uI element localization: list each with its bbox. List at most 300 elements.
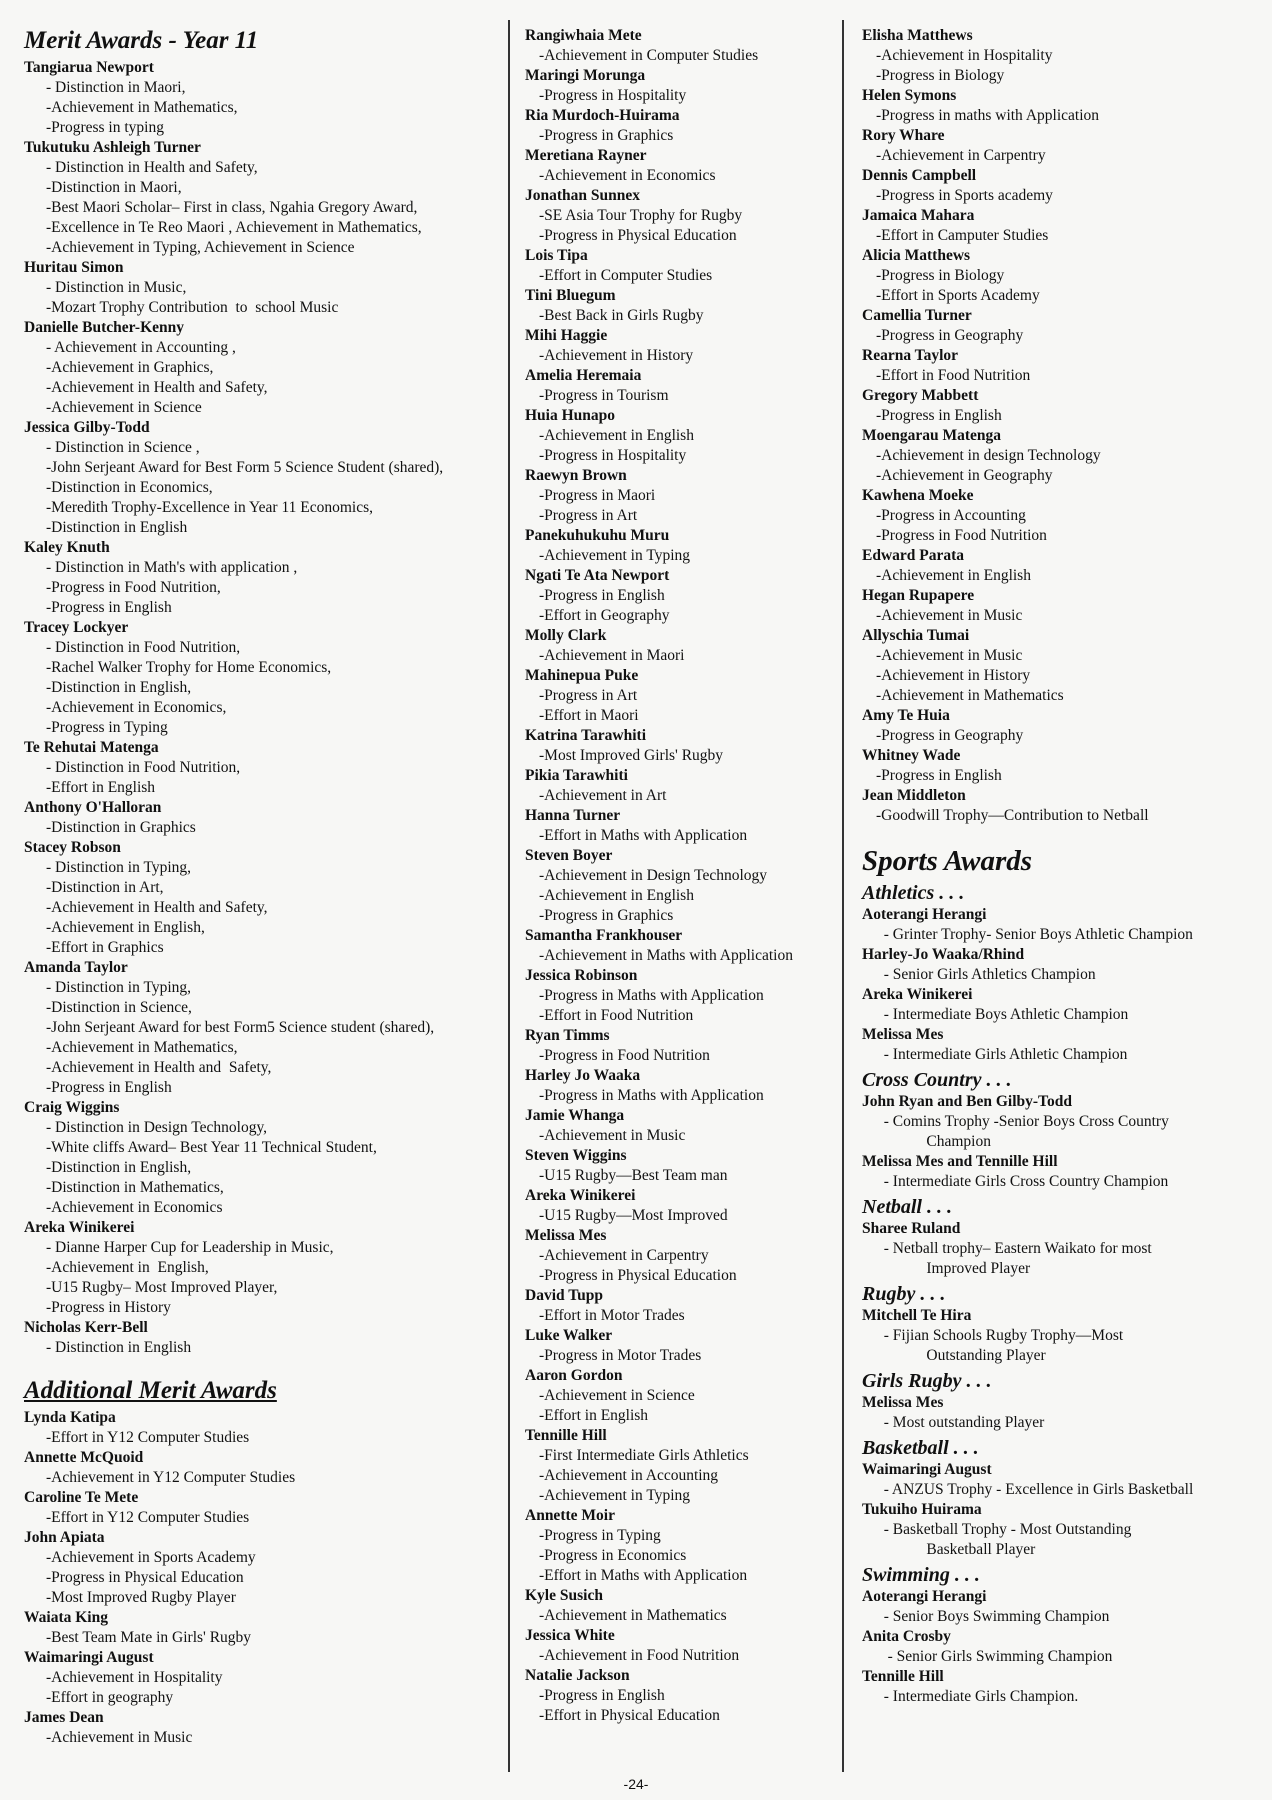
award-entry (525, 1586, 835, 1626)
recipient-name: Anita Crosby (862, 1628, 951, 1645)
award-line: - Senior Girls Athletics Champion (876, 966, 1096, 983)
award-entry (24, 1448, 502, 1488)
award-entry (862, 1500, 1262, 1560)
award-line: -Rachel Walker Trophy for Home Economics, (46, 659, 332, 676)
award-line: -Progress in Accounting (876, 507, 1026, 524)
award-line: - Achievement in Accounting , (46, 339, 236, 356)
award-entry (24, 1608, 502, 1648)
award-entry (525, 926, 835, 966)
recipient-name: Harley Jo Waaka (525, 1067, 641, 1084)
column-right (862, 26, 1262, 1707)
award-line: -Achievement in Health and Safety, (46, 379, 268, 396)
award-entry (862, 486, 1262, 546)
recipient-name: Waimaringi August (24, 1649, 154, 1666)
award-entry (24, 798, 502, 838)
award-entry (24, 58, 502, 138)
award-entry (862, 1306, 1262, 1366)
award-line: -Effort in geography (46, 1689, 174, 1706)
award-line: -Effort in Y12 Computer Studies (46, 1509, 250, 1526)
recipient-name: Waimaringi August (862, 1461, 992, 1478)
award-entry (525, 1626, 835, 1666)
award-line: -Distinction in English, (46, 1159, 192, 1176)
recipient-name: Tukuiho Huirama (862, 1501, 982, 1518)
recipient-name: Natalie Jackson (525, 1667, 630, 1684)
recipient-name: Maringi Morunga (525, 67, 646, 84)
award-line: -Achievement in History (539, 347, 694, 364)
award-entry (525, 666, 835, 726)
award-line: Outstanding Player (876, 1347, 1046, 1364)
award-line: -Achievement in Maori (539, 647, 685, 664)
recipient-name: John Ryan and Ben Gilby-Todd (862, 1093, 1072, 1110)
award-line: -Progress in maths with Application (876, 107, 1100, 124)
award-line: -Effort in Physical Education (539, 1707, 720, 1724)
award-entry (862, 126, 1262, 166)
recipient-name: Jean Middleton (862, 787, 966, 804)
award-line: -Achievement in Hospitality (876, 47, 1053, 64)
award-line: -Effort in Food Nutrition (539, 1007, 694, 1024)
award-line: - ANZUS Trophy - Excellence in Girls Basketball (876, 1481, 1194, 1498)
award-line: -Achievement in Sports Academy (46, 1549, 256, 1566)
award-line: - Distinction in Food Nutrition, (46, 639, 241, 656)
award-line: -Achievement in Mathematics (876, 687, 1064, 704)
award-line: -Progress in Maths with Application (539, 987, 764, 1004)
award-entry (525, 1666, 835, 1726)
award-line: -Achievement in Mathematics, (46, 1039, 238, 1056)
award-line: -Mozart Trophy Contribution to school Music (46, 299, 339, 316)
award-line: -Effort in Maths with Application (539, 827, 748, 844)
award-entry (525, 1226, 835, 1286)
award-line: -Excellence in Te Reo Maori , Achievement in Mathematics, (46, 219, 422, 236)
award-entry (525, 66, 835, 106)
award-entry (862, 786, 1262, 826)
award-entry (525, 246, 835, 286)
award-line: -Effort in Computer Studies (539, 267, 713, 284)
award-line: -Progress in Maths with Application (539, 1087, 764, 1104)
recipient-name: Stacey Robson (24, 839, 121, 856)
recipient-name: Tennille Hill (862, 1668, 944, 1685)
award-entry (24, 1708, 502, 1748)
recipient-name: Annette McQuoid (24, 1449, 144, 1466)
award-entry (24, 538, 502, 618)
recipient-name: Sharee Ruland (862, 1220, 961, 1237)
award-entry (525, 1506, 835, 1586)
award-entry (24, 318, 502, 418)
award-entry (862, 1627, 1262, 1667)
award-line: - Intermediate Girls Champion. (876, 1688, 1079, 1705)
award-entry (862, 206, 1262, 246)
award-entry (24, 418, 502, 538)
award-line: -Achievement in Geography (876, 467, 1053, 484)
award-line: -Best Maori Scholar– First in class, Ngahia Gregory Award, (46, 199, 418, 216)
recipient-name: Waiata King (24, 1609, 108, 1626)
award-entry (525, 326, 835, 366)
award-line: -Achievement in Music (46, 1729, 193, 1746)
award-line: -Distinction in Science, (46, 999, 192, 1016)
recipient-name: Rangiwhaia Mete (525, 27, 642, 44)
award-entry (862, 945, 1262, 985)
award-line: -Effort in Camputer Studies (876, 227, 1049, 244)
award-entry (862, 86, 1262, 126)
award-line: -Progress in Biology (876, 67, 1005, 84)
award-line: -Progress in Geography (876, 727, 1024, 744)
award-line: -Achievement in design Technology (876, 447, 1101, 464)
award-entry (862, 985, 1262, 1025)
recipient-name: Anthony O'Halloran (24, 799, 162, 816)
recipient-name: Melissa Mes (862, 1394, 944, 1411)
award-line: -Progress in Food Nutrition (539, 1047, 710, 1064)
recipient-name: Moengarau Matenga (862, 427, 1002, 444)
award-entry (862, 386, 1262, 426)
sport-heading: Netball . . . (862, 1196, 952, 1218)
recipient-name: Tini Bluegum (525, 287, 616, 304)
award-line: -Progress in Physical Education (539, 1267, 737, 1284)
award-entry (862, 1025, 1262, 1065)
award-line: -Progress in Typing (46, 719, 168, 736)
award-line: -Effort in Graphics (46, 939, 164, 956)
award-line: - Netball trophy– Eastern Waikato for most (876, 1240, 1152, 1257)
award-entry (525, 1286, 835, 1326)
award-line: -Progress in English (46, 1079, 172, 1096)
award-entry (525, 766, 835, 806)
award-line: -Effort in Maths with Application (539, 1567, 748, 1584)
recipient-name: Allyschia Tumai (862, 627, 970, 644)
award-line: -First Intermediate Girls Athletics (539, 1447, 749, 1464)
award-entry (525, 466, 835, 526)
award-entry (862, 1219, 1262, 1279)
award-entry (24, 1528, 502, 1608)
recipient-name: Raewyn Brown (525, 467, 627, 484)
award-entry (24, 1488, 502, 1528)
award-entry (862, 706, 1262, 746)
recipient-name: Melissa Mes (862, 1026, 944, 1043)
recipient-name: Tukutuku Ashleigh Turner (24, 139, 201, 156)
award-line: - Distinction in Music, (46, 279, 187, 296)
recipient-name: Aoterangi Herangi (862, 906, 987, 923)
recipient-name: Rearna Taylor (862, 347, 959, 364)
recipient-name: Tracey Lockyer (24, 619, 129, 636)
award-line: -Achievement in Computer Studies (539, 47, 759, 64)
award-line: -Meredith Trophy-Excellence in Year 11 Economics, (46, 499, 374, 516)
recipient-name: Molly Clark (525, 627, 607, 644)
award-line: -Progress in Tourism (539, 387, 669, 404)
award-entry (525, 1366, 835, 1426)
recipient-name: Jamaica Mahara (862, 207, 975, 224)
recipient-name: James Dean (24, 1709, 104, 1726)
award-line: -Achievement in Carpentry (876, 147, 1046, 164)
recipient-name: Mitchell Te Hira (862, 1307, 972, 1324)
award-entry (525, 106, 835, 146)
award-line: -Distinction in Economics, (46, 479, 213, 496)
award-line: -Achievement in Typing (539, 547, 691, 564)
award-entry (862, 306, 1262, 346)
award-line: -U15 Rugby– Most Improved Player, (46, 1279, 278, 1296)
award-line: -Effort in Geography (539, 607, 670, 624)
recipient-name: Dennis Campbell (862, 167, 977, 184)
award-line: -Achievement in Music (876, 607, 1023, 624)
award-line: -Progress in Physical Education (539, 227, 737, 244)
award-line: -Effort in Motor Trades (539, 1307, 685, 1324)
award-entry (525, 186, 835, 246)
recipient-name: Ryan Timms (525, 1027, 610, 1044)
recipient-name: Katrina Tarawhiti (525, 727, 647, 744)
award-entry (24, 618, 502, 738)
sport-heading: Basketball . . . (862, 1437, 979, 1459)
award-entry (525, 406, 835, 466)
award-line: -Progress in English (539, 587, 665, 604)
award-line: - Distinction in Math's with application , (46, 559, 298, 576)
award-line: -Achievement in Mathematics, (46, 99, 238, 116)
award-entry (24, 958, 502, 1098)
award-line: -Effort in Sports Academy (876, 287, 1040, 304)
recipient-name: Amy Te Huia (862, 707, 950, 724)
award-line: -Progress in Geography (876, 327, 1024, 344)
award-line: -Achievement in Hospitality (46, 1669, 223, 1686)
award-line: -Progress in English (46, 599, 172, 616)
award-line: - Distinction in Maori, (46, 79, 186, 96)
award-line: -John Serjeant Award for Best Form 5 Science Student (shared), (46, 459, 444, 476)
award-line: -Achievement in Art (539, 787, 667, 804)
award-line: -Progress in Art (539, 507, 638, 524)
recipient-name: Steven Boyer (525, 847, 613, 864)
recipient-name: Mihi Haggie (525, 327, 608, 344)
award-line: -Best Back in Girls Rugby (539, 307, 704, 324)
award-line: -Distinction in Maori, (46, 179, 182, 196)
award-line: -Effort in Food Nutrition (876, 367, 1031, 384)
award-entry (862, 546, 1262, 586)
award-entry (862, 426, 1262, 486)
award-line: -Achievement in Health and Safety, (46, 1059, 272, 1076)
recipient-name: Caroline Te Mete (24, 1489, 139, 1506)
award-line: -Progress in Biology (876, 267, 1005, 284)
recipient-name: Luke Walker (525, 1327, 613, 1344)
award-line: - Distinction in Health and Safety, (46, 159, 258, 176)
sport-heading: Swimming . . . (862, 1564, 980, 1586)
sport-heading: Athletics . . . (862, 882, 965, 904)
award-entry (525, 1026, 835, 1066)
award-line: - Dianne Harper Cup for Leadership in Music, (46, 1239, 334, 1256)
recipient-name: Whitney Wade (862, 747, 961, 764)
award-line: -Achievement in Carpentry (539, 1247, 709, 1264)
award-line: -Progress in Motor Trades (539, 1347, 702, 1364)
recipient-name: Te Rehutai Matenga (24, 739, 159, 756)
recipient-name: Edward Parata (862, 547, 965, 564)
award-line: - Distinction in Design Technology, (46, 1119, 268, 1136)
award-line: -Progress in Sports academy (876, 187, 1053, 204)
award-entry (862, 1587, 1262, 1627)
award-line: -Achievement in Accounting (539, 1467, 719, 1484)
award-line: -Most Improved Rugby Player (46, 1589, 236, 1606)
award-entry (862, 626, 1262, 706)
award-line: - Senior Girls Swimming Champion (876, 1648, 1113, 1665)
sport-heading: Girls Rugby . . . (862, 1370, 992, 1392)
page-number: -24- (623, 1776, 649, 1792)
award-line: -Achievement in English, (46, 1259, 209, 1276)
award-line: -Progress in typing (46, 119, 164, 136)
award-entry (525, 146, 835, 186)
award-entry (24, 258, 502, 318)
recipient-name: Nicholas Kerr-Bell (24, 1319, 148, 1336)
column-divider (508, 20, 510, 1772)
award-line: Improved Player (876, 1260, 1031, 1277)
award-line: - Intermediate Girls Athletic Champion (876, 1046, 1128, 1063)
column-divider (842, 20, 844, 1772)
recipient-name: Samantha Frankhouser (525, 927, 683, 944)
award-line: -Achievement in Y12 Computer Studies (46, 1469, 296, 1486)
award-entry (862, 586, 1262, 626)
award-line: - Distinction in Science , (46, 439, 200, 456)
recipient-name: Areka Winikerei (24, 1219, 135, 1236)
award-line: -Distinction in English (46, 519, 188, 536)
recipient-name: Panekuhukuhu Muru (525, 527, 670, 544)
award-entry (24, 1318, 502, 1358)
award-line: -Achievement in Graphics, (46, 359, 214, 376)
award-entry (862, 166, 1262, 206)
award-line: -Achievement in Maths with Application (539, 947, 793, 964)
section-heading: Merit Awards - Year 11 (24, 27, 259, 54)
award-line: -Progress in Typing (539, 1527, 661, 1544)
recipient-name: Ria Murdoch-Huirama (525, 107, 680, 124)
award-entry (24, 1408, 502, 1448)
recipient-name: Jessica Robinson (525, 967, 638, 984)
award-line: -Progress in Graphics (539, 907, 674, 924)
award-entry (525, 966, 835, 1026)
award-line: -Achievement in English (539, 887, 694, 904)
award-entry (525, 1146, 835, 1186)
award-entry (525, 566, 835, 626)
recipient-name: Tangiarua Newport (24, 59, 154, 76)
award-entry (525, 1186, 835, 1226)
recipient-name: Hanna Turner (525, 807, 621, 824)
award-line: -Distinction in Graphics (46, 819, 196, 836)
award-entry (525, 1066, 835, 1106)
recipient-name: Danielle Butcher-Kenny (24, 319, 185, 336)
award-line: -Progress in Physical Education (46, 1569, 244, 1586)
recipient-name: Helen Symons (862, 87, 957, 104)
award-entry (24, 1648, 502, 1708)
award-line: -Progress in Graphics (539, 127, 674, 144)
award-entry (525, 806, 835, 846)
award-line: - Distinction in Typing, (46, 859, 192, 876)
award-line: -Achievement in English (539, 427, 694, 444)
award-entry (525, 1106, 835, 1146)
award-entry (24, 738, 502, 798)
award-line: -Distinction in Mathematics, (46, 1179, 224, 1196)
award-entry (24, 1098, 502, 1218)
award-line: -Best Team Mate in Girls' Rugby (46, 1629, 252, 1646)
award-line: - Most outstanding Player (876, 1414, 1045, 1431)
recipient-name: Jessica White (525, 1627, 615, 1644)
award-line: -Effort in English (539, 1407, 649, 1424)
award-line: -SE Asia Tour Trophy for Rugby (539, 207, 743, 224)
award-line: -Most Improved Girls' Rugby (539, 747, 724, 764)
award-line: - Grinter Trophy- Senior Boys Athletic Champion (876, 926, 1193, 943)
recipient-name: John Apiata (24, 1529, 105, 1546)
award-line: -Achievement in Economics, (46, 699, 227, 716)
sport-heading: Cross Country . . . (862, 1069, 1012, 1091)
award-line: -Distinction in Art, (46, 879, 164, 896)
recipient-name: Mahinepua Puke (525, 667, 639, 684)
award-line: -Progress in Economics (539, 1547, 687, 1564)
recipient-name: Hegan Rupapere (862, 587, 975, 604)
recipient-name: Huia Hunapo (525, 407, 616, 424)
recipient-name: David Tupp (525, 1287, 603, 1304)
award-line: -Achievement in Music (539, 1127, 686, 1144)
award-entry (525, 526, 835, 566)
recipient-name: Amanda Taylor (24, 959, 128, 976)
award-entry (525, 1426, 835, 1506)
award-entry (862, 346, 1262, 386)
recipient-name: Melissa Mes and Tennille Hill (862, 1153, 1058, 1170)
award-entry (862, 246, 1262, 306)
award-line: -Effort in English (46, 779, 156, 796)
recipient-name: Rory Whare (862, 127, 945, 144)
recipient-name: Camellia Turner (862, 307, 972, 324)
recipient-name: Huritau Simon (24, 259, 124, 276)
column-left (24, 26, 502, 1748)
award-entry (525, 26, 835, 66)
award-entry (525, 846, 835, 926)
award-line: -Achievement in Science (46, 399, 202, 416)
award-line: -Progress in Hospitality (539, 447, 687, 464)
award-entry (525, 1326, 835, 1366)
award-line: Basketball Player (876, 1541, 1036, 1558)
award-entry (24, 838, 502, 958)
award-line: -Progress in Food Nutrition (876, 527, 1047, 544)
award-entry (862, 905, 1262, 945)
section-heading: Sports Awards (862, 845, 1033, 877)
award-line: -Achievement in Food Nutrition (539, 1647, 740, 1664)
award-line: - Intermediate Boys Athletic Champion (876, 1006, 1129, 1023)
recipient-name: Melissa Mes (525, 1227, 607, 1244)
award-line: -Achievement in Typing (539, 1487, 691, 1504)
award-line: -Achievement in English, (46, 919, 205, 936)
recipient-name: Annette Moir (525, 1507, 615, 1524)
recipient-name: Areka Winikerei (862, 986, 973, 1003)
column-middle (525, 26, 835, 1726)
recipient-name: Harley-Jo Waaka/Rhind (862, 946, 1025, 963)
award-line: - Distinction in Typing, (46, 979, 192, 996)
award-entry (862, 746, 1262, 786)
award-line: - Comins Trophy -Senior Boys Cross Country (876, 1113, 1169, 1130)
award-line: -Distinction in English, (46, 679, 192, 696)
recipient-name: Lynda Katipa (24, 1409, 116, 1426)
award-entry (24, 138, 502, 258)
recipient-name: Aaron Gordon (525, 1367, 623, 1384)
award-line: - Fijian Schools Rugby Trophy—Most (876, 1327, 1124, 1344)
award-line: -Achievement in English (876, 567, 1031, 584)
recipient-name: Tennille Hill (525, 1427, 607, 1444)
award-line: -Achievement in Science (539, 1387, 695, 1404)
award-line: -Progress in English (876, 767, 1002, 784)
recipient-name: Lois Tipa (525, 247, 588, 264)
recipient-name: Ngati Te Ata Newport (525, 567, 670, 584)
recipient-name: Aoterangi Herangi (862, 1588, 987, 1605)
recipient-name: Amelia Heremaia (525, 367, 642, 384)
award-entry (862, 1393, 1262, 1433)
award-entry (862, 1460, 1262, 1500)
award-entry (862, 1092, 1262, 1152)
award-line: -Goodwill Trophy—Contribution to Netball (876, 807, 1149, 824)
recipient-name: Steven Wiggins (525, 1147, 627, 1164)
recipient-name: Alicia Matthews (862, 247, 971, 264)
award-line: - Distinction in Food Nutrition, (46, 759, 241, 776)
award-entry (24, 1218, 502, 1318)
award-line: -Achievement in Health and Safety, (46, 899, 268, 916)
recipient-name: Gregory Mabbett (862, 387, 979, 404)
award-line: Champion (876, 1133, 991, 1150)
award-line: -Progress in English (539, 1687, 665, 1704)
award-line: -White cliffs Award– Best Year 11 Technical Student, (46, 1139, 377, 1156)
